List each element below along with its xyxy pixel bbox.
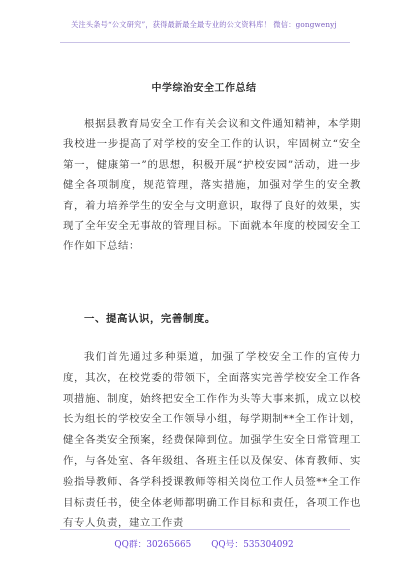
footer-qq-group: QQ群：30265665 — [114, 540, 192, 550]
footer-divider — [60, 529, 350, 530]
section-1-body — [63, 347, 361, 534]
document-title: 中学综治安全工作总结 — [151, 83, 257, 94]
section-1-heading: 一、提高认识，完善制度。 — [84, 313, 216, 325]
header-divider — [60, 42, 350, 43]
section-1-paragraph: 我们首先通过多种渠道，加强了学校安全工作的宣传力度，其次，在校党委的带领下，全面落实完善学校安全工作各项措施、制度，始终把安全工作作为头等大事来抓，成立以校长为组长的学校安全工作领导小组，每学期制**全工作计划，健全各类安全预案，经费保障到位。加强学生安全日常管理工作，与各处室、各年级组、各班主任以及保安、体育教师、实验指导教师、各学科授课教师等相关岗位工作人员签**全工作目标责任书，使全体老师都明确工作目标和责任，各项工作也有专人负责，建立工作责 — [63, 351, 361, 530]
intro-section — [63, 114, 361, 257]
intro-paragraph: 根据县教育局安全工作有关会议和文件通知精神，本学期我校进一步提高了对学校的安全工作的认识，牢固树立“安全第一，健康第一”的思想，积极开展“护校安园”活动，进一步健全各项制度，规范管理，落实措施，加强对学生的安全教育，着力培养学生的安全与文明意识，取得了良好的效果，实现了全年安全无事故的管理目标。下面就本年度的校园安全工作作如下总结： — [63, 118, 361, 253]
footer — [0, 537, 408, 550]
header-banner: 关注头条号“公文研究”，获得最新最全最专业的公文资料库！ 微信：gongwenyj — [71, 20, 337, 29]
footer-qq-number: QQ号：535304092 — [211, 540, 294, 550]
